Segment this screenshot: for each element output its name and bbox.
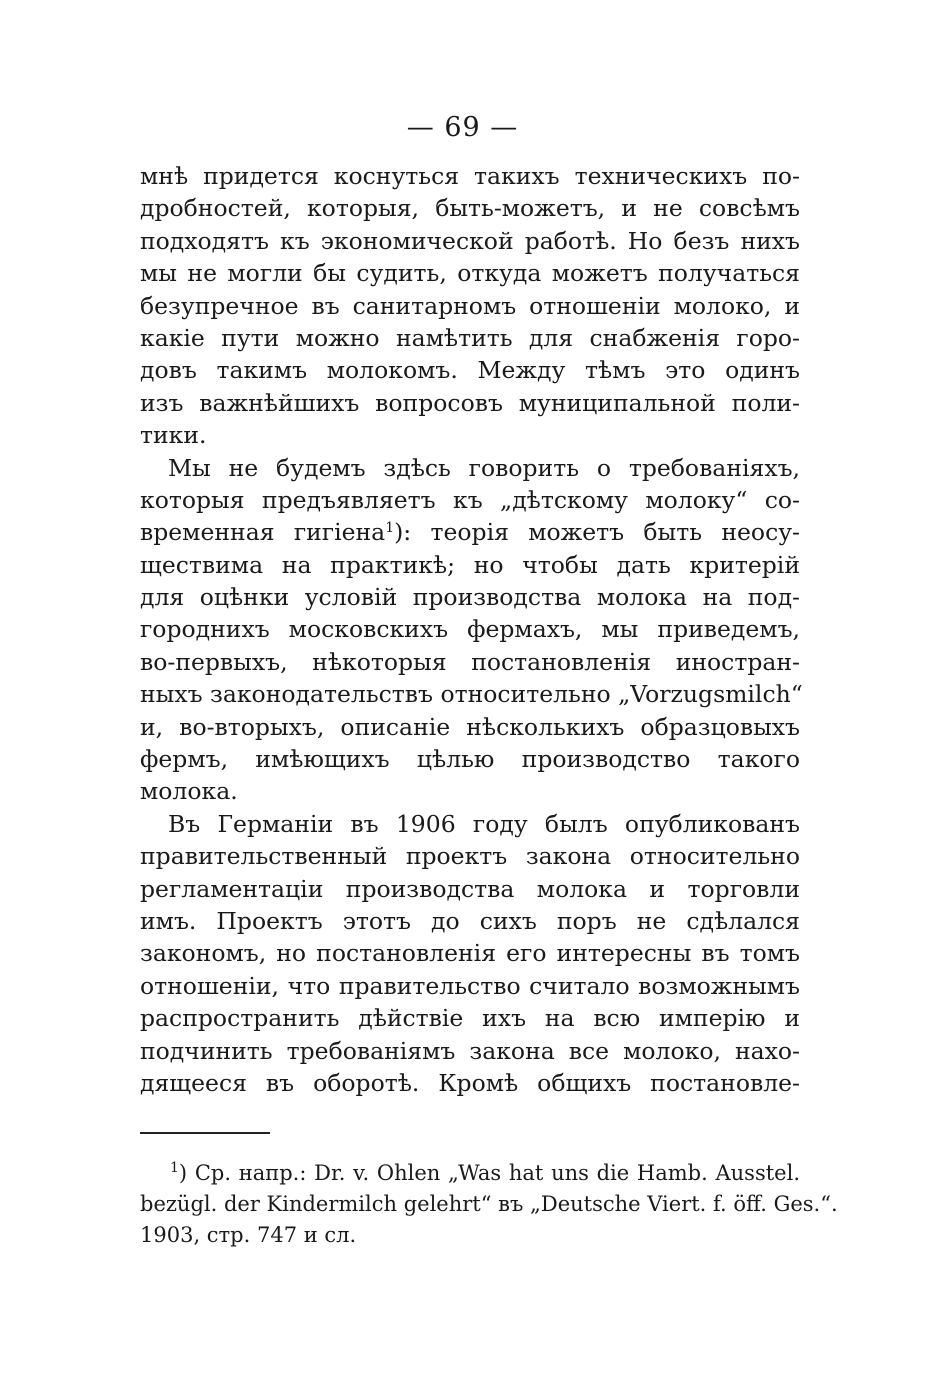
text-line: имъ. Проектъ этотъ до сихъ поръ не сдѣлался [140, 906, 800, 935]
text-line: ществима на практикѣ; но чтобы дать критерій [140, 550, 800, 579]
text-line: и, во-вторыхъ, описаніе нѣсколькихъ образцовыхъ [140, 712, 800, 741]
text-line: мы не могли бы судить, откуда можетъ получаться [140, 259, 800, 288]
text-fragment: временная гигіена [140, 518, 386, 547]
text-line: какіе пути можно намѣтить для снабженія горо- [140, 323, 800, 352]
text-line: регламентаціи производства молока и торговли [140, 874, 800, 903]
page-number: — 69 — [406, 112, 519, 143]
body-text [140, 160, 803, 1099]
text-line: тики. [140, 421, 207, 450]
footnote-line: 1903, стр. 747 и сл. [140, 1223, 357, 1247]
text-line: отношеніи, что правительство считало возможнымъ [140, 971, 800, 1000]
text-line: распространить дѣйствіе ихъ на всю имперію и [140, 1004, 800, 1033]
text-line: городнихъ московскихъ фермахъ, мы приведемъ, [140, 615, 800, 644]
footnote-1 [140, 1158, 838, 1251]
text-line: Въ Германіи въ 1906 году былъ опубликованъ [168, 809, 800, 838]
text-line: подходятъ къ экономической работѣ. Но безъ нихъ [140, 226, 800, 255]
text-line: которыя предъявляетъ къ „дѣтскому молоку“ со- [140, 485, 800, 514]
paragraph-2 [140, 452, 803, 808]
text-line: во-первыхъ, нѣкоторыя постановленія иностран- [140, 647, 800, 676]
text-line: закономъ, но постановленія его интересны въ томъ [140, 939, 800, 968]
text-line: ныхъ законодательствъ относительно „Vorzugsmilch“ [140, 680, 803, 709]
text-line: молока. [140, 777, 238, 806]
text-line-with-footnote [140, 516, 800, 548]
text-line: подчинить требованіямъ закона все молоко, нахо- [140, 1036, 800, 1065]
text-line: мнѣ придется коснуться такихъ техническихъ по- [140, 162, 800, 190]
footnote-line [140, 1158, 800, 1189]
footnote-reference[interactable]: 1 [385, 520, 395, 537]
text-line: изъ важнѣйшихъ вопросовъ муниципальной поли- [140, 388, 800, 417]
paragraph-3 [140, 808, 800, 1100]
footnote-text: ) Ср. напр.: Dr. v. Ohlen „Was hat uns die Hamb. Ausstel. [178, 1161, 800, 1185]
text-line: безупречное въ санитарномъ отношеніи молоко, и [140, 291, 800, 320]
text-line: дящееся въ оборотѣ. Кромѣ общихъ постановле- [140, 1068, 800, 1097]
text-fragment: ): теорія можетъ быть неосу- [394, 518, 800, 547]
text-line: правительственный проектъ закона относительно [140, 842, 800, 871]
footnote-marker: 1 [170, 1160, 179, 1176]
paragraph-1 [140, 160, 800, 452]
text-line: для оцѣнки условій производства молока на под- [140, 583, 800, 612]
footnote-separator [140, 1132, 270, 1134]
footnote-line: bezügl. der Kindermilch gelehrt“ въ „Deutsche Viert. f. öff. Ges.“. [140, 1192, 838, 1216]
text-line: довъ такимъ молокомъ. Между тѣмъ это одинъ [140, 356, 800, 385]
text-line: фермъ, имѣющихъ цѣлью производство такого [140, 745, 800, 774]
text-line: дробностей, которыя, быть-можетъ, и не совсѣмъ [140, 194, 800, 223]
text-line: Мы не будемъ здѣсь говорить о требованіяхъ, [168, 453, 800, 482]
